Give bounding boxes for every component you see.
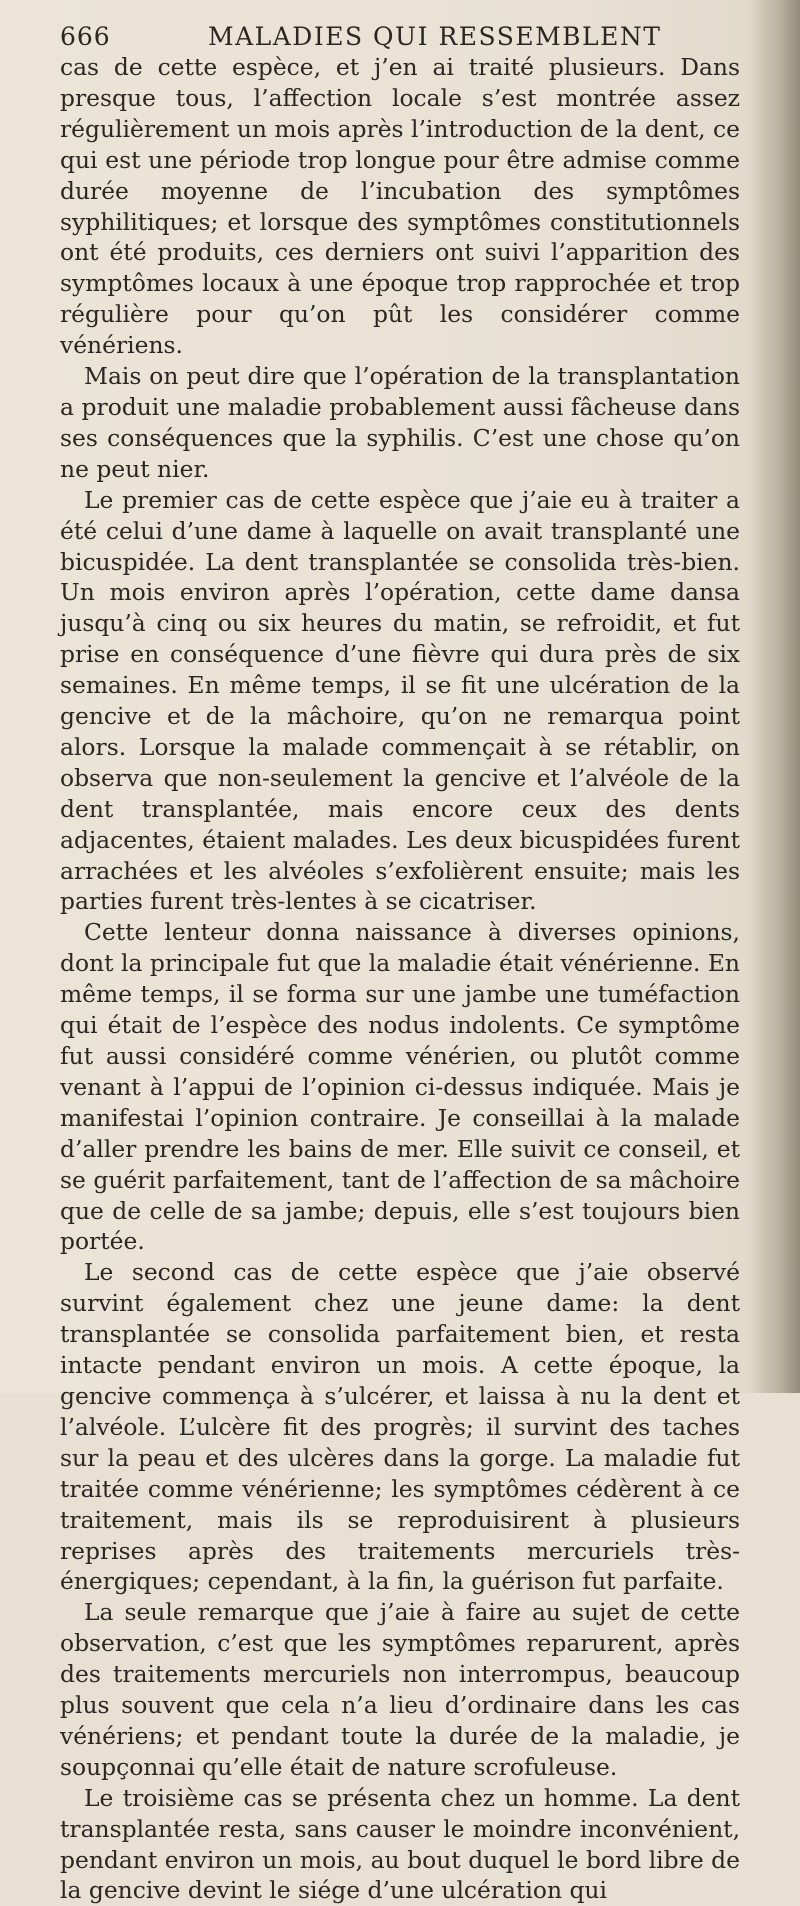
paragraph: Le troisième cas se présenta chez un homme. La dent transplantée resta, sans causer le moindre inconvénient, pendant environ un mois, au bout duquel le bord libre de la gencive devint le siége d’une ulcération qui (60, 1783, 740, 1905)
paragraph-continued: cas de cette espèce, et j’en ai traité plusieurs. Dans presque tous, l’affection locale s’est montrée assez régulièrement un mois après l’introduction de la dent, ce qui est une période trop longue pour être admise comme durée moyenne de l’incubation des symptômes syphilitiques; et lorsque des symptômes constitutionnels ont été produits, ces derniers ont suivi l’apparition des symptômes locaux à une époque trop rapprochée et trop régulière pour qu’on pût les considérer comme vénériens. (60, 53, 740, 360)
paragraph: Cette lenteur donna naissance à diverses opinions, dont la principale fut que la maladie était vénérienne. En même temps, il se forma sur une jambe une tuméfaction qui était de l’espèce des nodus indolents. Ce symptôme fut aussi considéré comme vénérien, ou plutôt comme venant à l’appui de l’opinion ci-dessus indiquée. Mais je manifestai l’opinion contraire. Je conseillai à la malade d’aller prendre les bains de mer. Elle suivit ce conseil, et se guérit parfaitement, tant de l’affection de sa mâchoire que de celle de sa jambe; depuis, elle s’est toujours bien portée. (60, 918, 740, 1256)
running-title: MALADIES QUI RESSEMBLENT (208, 22, 662, 51)
page-number: 666 (60, 22, 111, 51)
paragraph: Mais on peut dire que l’opération de la transplantation a produit une maladie probablement aussi fâcheuse dans ses conséquences que la syphilis. C’est une chose qu’on ne peut nier. (60, 362, 740, 483)
paragraph: Le second cas de cette espèce que j’aie observé survint également chez une jeune dame: la dent transplantée se consolida parfaitement bien, et resta intacte pendant environ un mois. A cette époque, la gencive commença à s’ulcérer, et laissa à nu la dent et l’alvéole. L’ulcère fit des progrès; il survint des taches sur la peau et des ulcères dans la gorge. La maladie fut traitée comme vénérienne; les symptômes cédèrent à ce traitement, mais ils se reproduisirent à plusieurs reprises après des traitements mercuriels très-énergiques; cependant, à la fin, la guérison fut parfaite. (60, 1258, 740, 1596)
paragraph: Le premier cas de cette espèce que j’aie eu à traiter a été celui d’une dame à laquelle on avait transplanté une bicuspidée. La dent transplantée se consolida très-bien. Un mois environ après l’opération, cette dame dansa jusqu’à cinq ou six heures du matin, se refroidit, et fut prise en conséquence d’une fièvre qui dura près de six semaines. En même temps, il se fit une ulcération de la gencive et de la mâchoire, qu’on ne remarqua point alors. Lorsque la malade commençait à se rétablir, on observa que non-seulement la gencive et l’alvéole de la dent transplantée, mais encore ceux des dents adjacentes, étaient malades. Les deux bicuspidées furent arrachées et les alvéoles s’exfolièrent ensuite; mais les parties furent très-lentes à se cicatriser. (60, 485, 740, 916)
body-text (60, 52, 740, 1906)
paragraph: La seule remarque que j’aie à faire au sujet de cette observation, c’est que les symptômes reparurent, après des traitements mercuriels non interrompus, beaucoup plus souvent que cela n’a lieu d’ordinaire dans les cas vénériens; et pendant toute la durée de la maladie, je soupçonnai qu’elle était de nature scrofuleuse. (60, 1598, 740, 1781)
page-edge-shadow (752, 0, 800, 1393)
